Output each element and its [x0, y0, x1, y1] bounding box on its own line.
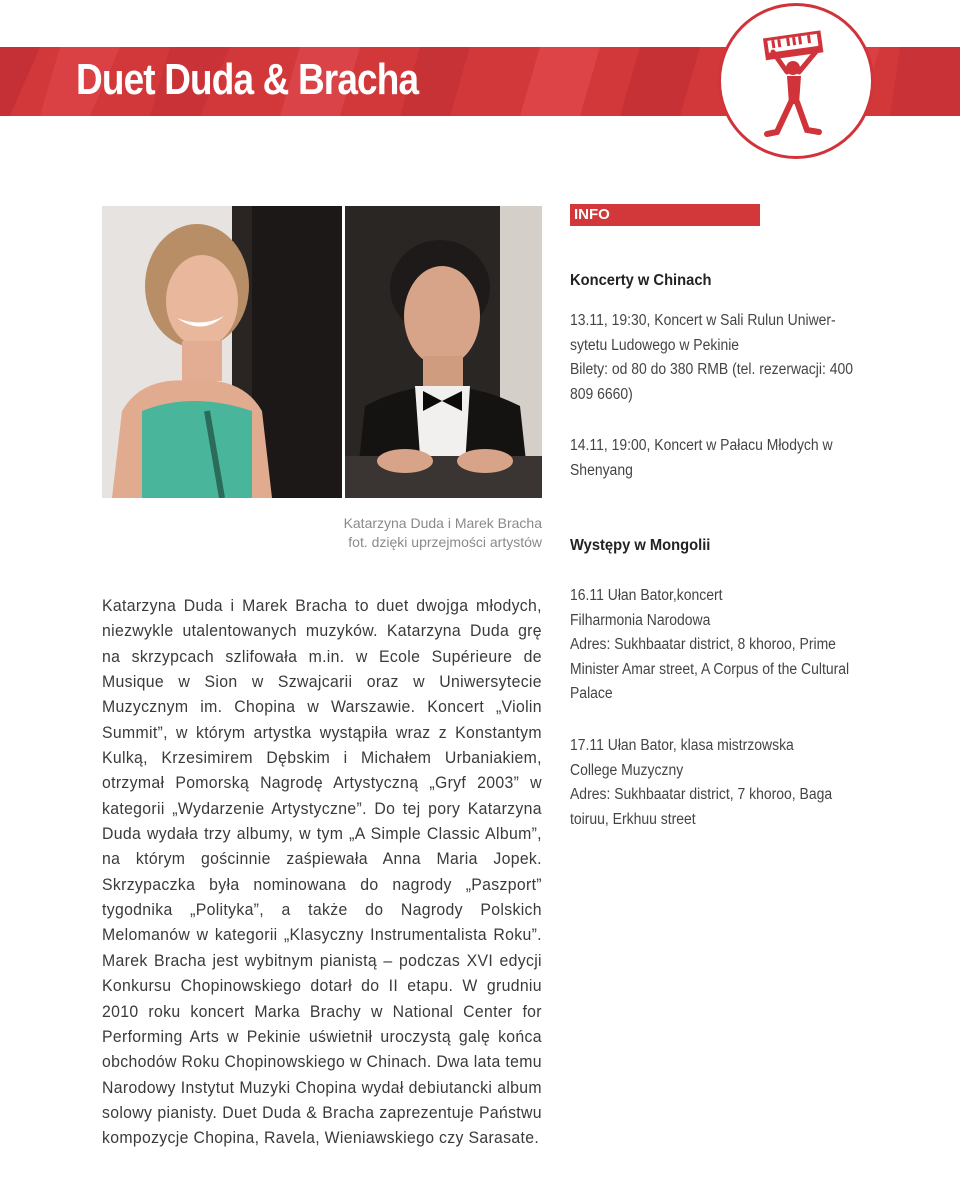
- event-line: 809 6660): [570, 385, 633, 403]
- event-line: Adres: Sukhbaatar district, 7 khoroo, Baga: [570, 786, 833, 804]
- photo-marek-bracha: [345, 206, 542, 498]
- heading-concerts-china: Koncerty w Chinach: [570, 272, 712, 289]
- piano-figure-icon: [721, 6, 871, 156]
- event-line: Palace: [570, 685, 613, 703]
- festival-logo: [718, 3, 874, 159]
- event-line: 13.11, 19:30, Koncert w Sali Rulun Uniwer-: [570, 312, 836, 329]
- event-line: Bilety: od 80 do 380 RMB (tel. rezerwacji: 400: [570, 361, 854, 379]
- event-line: College Muzyczny: [570, 761, 684, 779]
- event-ulan-bator-masterclass: [570, 734, 867, 832]
- info-label: INFO: [574, 206, 610, 223]
- heading-performances-mongolia: Występy w Mongolii: [570, 537, 711, 554]
- event-line: sytetu Ludowego w Pekinie: [570, 336, 740, 354]
- event-line: Adres: Sukhbaatar district, 8 khoroo, Prime: [570, 636, 836, 654]
- portrait-woman-image: [102, 206, 342, 498]
- photo-katarzyna-duda: [102, 206, 342, 498]
- event-beijing: [570, 309, 867, 407]
- event-ulan-bator-concert: [570, 584, 867, 707]
- event-line: 17.11 Ułan Bator, klasa mistrzowska: [570, 737, 794, 754]
- event-line: Filharmonia Narodowa: [570, 611, 711, 629]
- page-title: Duet Duda & Bracha: [76, 55, 419, 104]
- portrait-man-image: [345, 206, 542, 498]
- event-line: Minister Amar street, A Corpus of the Cultural: [570, 660, 850, 678]
- event-line: 14.11, 19:00, Koncert w Pałacu Młodych w: [570, 437, 833, 454]
- photo-caption-credit: fot. dzięki uprzejmości artystów: [348, 534, 542, 550]
- event-line: Shenyang: [570, 461, 633, 479]
- event-line: toiruu, Erkhuu street: [570, 810, 696, 828]
- event-line: 16.11 Ułan Bator,koncert: [570, 587, 723, 604]
- event-shenyang: [570, 434, 867, 483]
- article-body: Katarzyna Duda i Marek Bracha to duet dwojga młodych, niezwykle utalentowanych muzyków. Katarzyna Duda grę na skrzypcach szlifowała m.in. w Ecole Supérieure de Musique w Sion w Szwajcarii oraz w Uniwersytecie Muzycznym im. Chopina w Warszawie. Koncert „Violin Summit”, w którym artystka wystąpiła wraz z Konstantym Kulką, Krzesimirem Dębskim i Michałem Urbaniakiem, otrzymał Pomorską Nagrodę Artystyczną „Gryf 2003” w kategorii „Wydarzenie Artystyczne”. Do tej pory Katarzyna Duda wydała trzy albumy, w tym „A Simple Classic Album”, na którym gościnnie zaśpiewała Anna Maria Jopek. Skrzypaczka była nominowana do nagrody „Paszport” tygodnika „Polityka”, a także do Nagrody Polskich Melomanów w kategorii „Klasyczny Instrumentalista Roku”. Marek Bracha jest wybitnym pianistą – podczas XVI edycji Konkursu Chopinowskiego dotarł do II etapu. W grudniu 2010 roku koncert Marka Brachy w National Center for Performing Arts w Pekinie uświetnił uroczystą galę końca obchodów Roku Chopinowskiego w Chinach. Dwa lata temu Narodowy Instytut Muzyki Chopina wydał debiutancki album solowy pianisty. Duet Duda & Bracha zaprezentuje Państwu kompozycje Chopina, Ravela, Wieniawskiego czy Sarasate.: [102, 596, 542, 1148]
- photo-caption-names: Katarzyna Duda i Marek Bracha: [343, 515, 542, 531]
